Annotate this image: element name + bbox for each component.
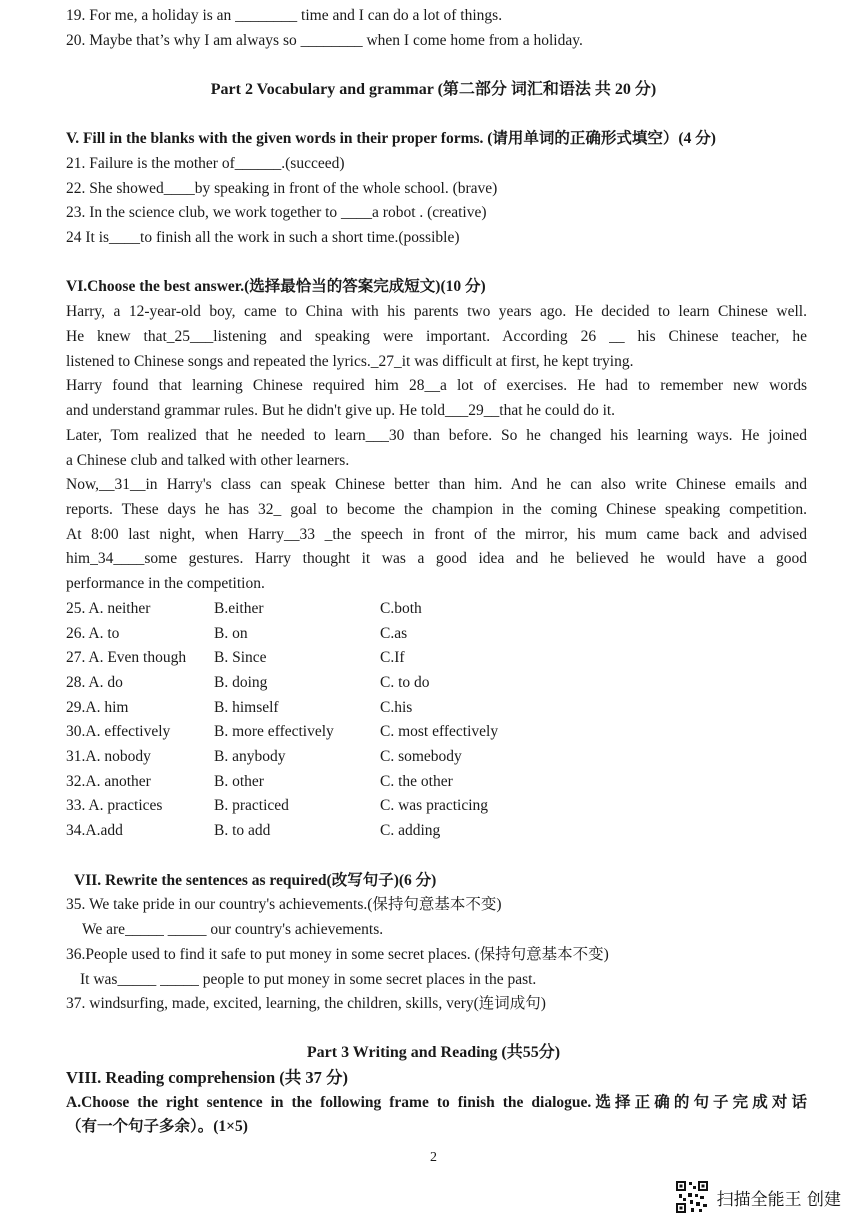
- option-a: 34.A.add: [66, 822, 123, 839]
- option-c: C.both: [380, 600, 422, 617]
- passage-line: Harry, a 12-year-old boy, came to China with his parents two years ago. He decided to learn Chinese well.: [66, 303, 807, 320]
- question-37: 37. windsurfing, made, excited, learning, the children, skills, very(连词成句): [66, 995, 546, 1012]
- qr-code-icon: [675, 1180, 709, 1214]
- passage-line: a Chinese club and talked with other learners.: [66, 452, 350, 469]
- section-a-instruction-cont: （有一个句子多余）。(1×5): [66, 1118, 248, 1135]
- question-35: 35. We take pride in our country's achievements.(保持句意基本不变): [66, 896, 502, 913]
- passage-line: Later, Tom realized that he needed to learn___30 than before. So he changed his learning ways. He joined: [66, 427, 807, 444]
- question-20: 20. Maybe that’s why I am always so ________ when I come home from a holiday.: [66, 32, 583, 49]
- option-a: 33. A. practices: [66, 797, 163, 814]
- option-a: 31.A. nobody: [66, 748, 151, 765]
- option-a: 26. A. to: [66, 625, 120, 642]
- passage-line: reports. These days he has 32_ goal to become the champion in the coming Chinese speaking competition.: [66, 501, 807, 518]
- option-a: 28. A. do: [66, 674, 123, 691]
- section-vii-heading: VII. Rewrite the sentences as required(改写句子)(6 分): [74, 872, 437, 889]
- question-36-blank: It was_____ _____ people to put money in some secret places in the past.: [80, 971, 537, 988]
- option-a: 32.A. another: [66, 773, 151, 790]
- option-c: C. the other: [380, 773, 453, 790]
- question-19: 19. For me, a holiday is an ________ time and I can do a lot of things.: [66, 7, 503, 24]
- page-number: 2: [430, 1150, 437, 1165]
- option-b: B. other: [214, 773, 264, 790]
- section-viii-heading: VIII. Reading comprehension (共 37 分): [66, 1068, 349, 1087]
- passage-line: and understand grammar rules. But he didn't give up. He told___29__that he could do it.: [66, 402, 616, 419]
- watermark-text: 扫描全能王 创建: [716, 1189, 841, 1210]
- passage-line: Harry found that learning Chinese required him 28__a lot of exercises. He had to remember new words: [66, 377, 807, 394]
- option-a: 29.A. him: [66, 699, 129, 716]
- question-35-blank: We are_____ _____ our country's achievements.: [82, 921, 384, 938]
- option-b: B. practiced: [214, 797, 289, 814]
- option-c: C. somebody: [380, 748, 462, 765]
- option-b: B. himself: [214, 699, 279, 716]
- question-23: 23. In the science club, we work together to ____a robot . (creative): [66, 204, 487, 221]
- option-b: B.either: [214, 600, 264, 617]
- option-c: C. adding: [380, 822, 441, 839]
- option-b: B. doing: [214, 674, 268, 691]
- option-a: 30.A. effectively: [66, 723, 171, 740]
- option-c: C.If: [380, 649, 405, 666]
- option-c: C. to do: [380, 674, 430, 691]
- option-c: C. was practicing: [380, 797, 489, 814]
- question-36: 36.People used to find it safe to put money in some secret places. (保持句意基本不变): [66, 946, 609, 963]
- part-2-heading: Part 2 Vocabulary and grammar (第二部分 词汇和语法 共 20 分): [210, 81, 657, 98]
- scanner-watermark: [675, 1182, 841, 1212]
- passage-line: He knew that_25___listening and speaking were important. According 26 __ his Chinese teacher, he: [66, 328, 807, 345]
- option-b: B. Since: [214, 649, 267, 666]
- question-22: 22. She showed____by speaking in front of the whole school. (brave): [66, 180, 498, 197]
- option-b: B. on: [214, 625, 248, 642]
- option-c: C.his: [380, 699, 413, 716]
- passage-line: performance in the competition.: [66, 575, 265, 592]
- section-vi-heading: VI.Choose the best answer.(选择最恰当的答案完成短文)(10 分): [66, 278, 486, 295]
- option-b: B. anybody: [214, 748, 286, 765]
- option-b: B. to add: [214, 822, 271, 839]
- passage-line: listened to Chinese songs and repeated the lyrics._27_it was difficult at first, he kept trying.: [66, 353, 634, 370]
- option-a: 25. A. neither: [66, 600, 151, 617]
- section-a-instruction: A.Choose the right sentence in the following frame to finish the dialogue.选择正确的句子完成对话: [66, 1094, 807, 1111]
- passage-line: At 8:00 last night, when Harry__33 _the speech in front of the mirror, his mum came back and advised: [66, 526, 807, 543]
- option-c: C.as: [380, 625, 408, 642]
- option-c: C. most effectively: [380, 723, 499, 740]
- option-a: 27. A. Even though: [66, 649, 187, 666]
- part-3-heading: Part 3 Writing and Reading (共55分): [306, 1044, 561, 1061]
- option-b: B. more effectively: [214, 723, 334, 740]
- passage-line: Now,__31__in Harry's class can speak Chinese better than him. And he can also write Chinese emails and: [66, 476, 807, 493]
- section-v-heading: V. Fill in the blanks with the given words in their proper forms. (请用单词的正确形式填空）(4 分): [66, 130, 716, 147]
- question-24: 24 It is____to finish all the work in such a short time.(possible): [66, 229, 460, 246]
- question-21: 21. Failure is the mother of______.(succeed): [66, 155, 345, 172]
- passage-line: him_34____some gestures. Harry thought it was a good idea and he believed he would have a good: [66, 550, 807, 567]
